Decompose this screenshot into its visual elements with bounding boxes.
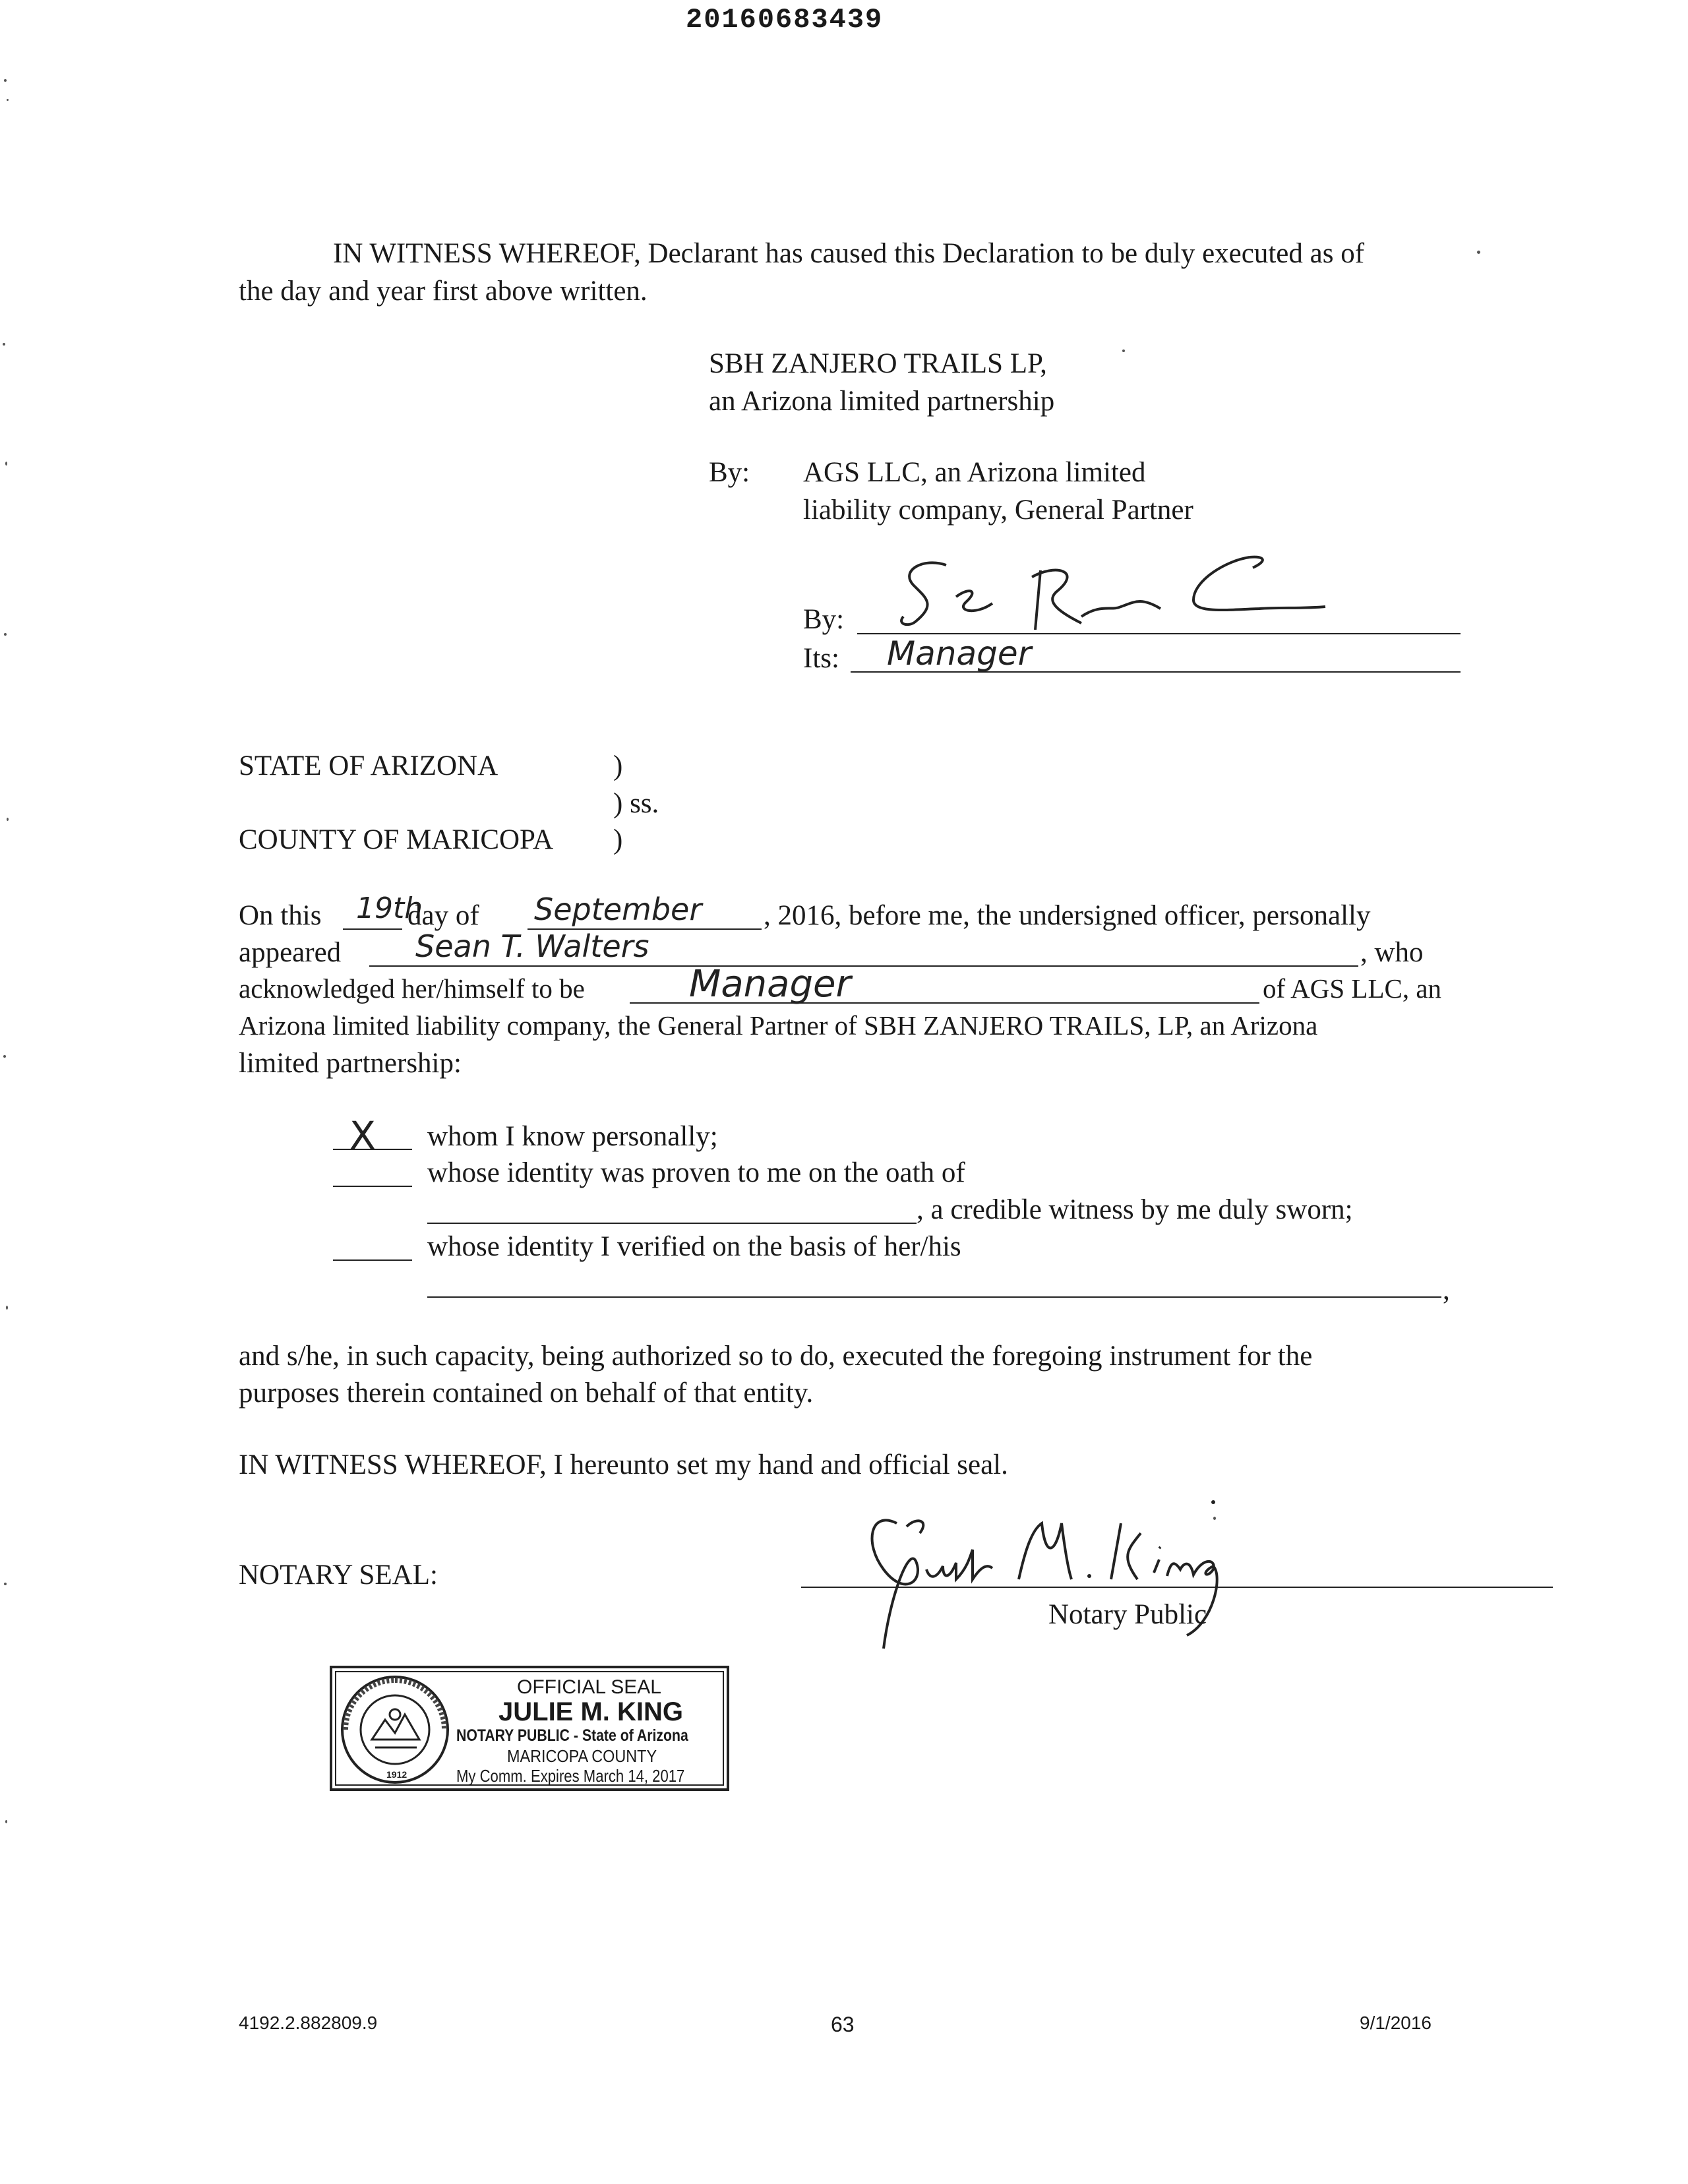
option2-text: whose identity was proven to me on the oath of — [427, 1157, 965, 1188]
venue-county: COUNTY OF MARICOPA — [239, 824, 554, 855]
arizona-state-seal-icon — [339, 1674, 451, 1786]
option1-text: whom I know personally; — [427, 1121, 718, 1152]
ack-person-value: Sean T. Walters — [415, 928, 649, 964]
ack-day-value: 19th — [356, 892, 423, 925]
ack-line5: limited partnership: — [239, 1048, 462, 1079]
evidence-line — [427, 1296, 1441, 1298]
ack-month-value: September — [534, 892, 702, 927]
general-partner-line1: AGS LLC, an Arizona limited — [803, 457, 1146, 488]
its-value: Manager — [887, 634, 1032, 673]
ack-acknowledged: acknowledged her/himself to be — [239, 973, 585, 1004]
closing-line1: and s/he, in such capacity, being authorized so to do, executed the foregoing instrument for the — [239, 1341, 1313, 1372]
ack-who: , who — [1360, 937, 1424, 968]
ack-on-this: On this — [239, 900, 322, 931]
option3-blank — [333, 1259, 412, 1261]
person-line — [369, 965, 1358, 967]
option3-comma: , — [1443, 1275, 1450, 1306]
stamp-line3: NOTARY PUBLIC - State of Arizona — [456, 1726, 688, 1745]
ack-day-of: day of — [407, 900, 479, 931]
footer-doc-id: 4192.2.882809.9 — [239, 2013, 378, 2033]
official-seal-stamp — [330, 1666, 729, 1791]
stamp-line5: My Comm. Expires March 14, 2017 — [456, 1766, 685, 1786]
day-line — [343, 928, 402, 930]
witness-clause-line1: IN WITNESS WHEREOF, Declarant has caused this Declaration to be duly executed as of — [333, 238, 1365, 269]
closing-witness: IN WITNESS WHEREOF, I hereunto set my hand and official seal. — [239, 1449, 1008, 1480]
notary-seal-label: NOTARY SEAL: — [239, 1560, 438, 1591]
option2b-text: , a credible witness by me duly sworn; — [917, 1194, 1353, 1225]
its-label: Its: — [803, 643, 839, 674]
ack-of-ags: of AGS LLC, an — [1263, 973, 1442, 1004]
document-number: 20160683439 — [686, 4, 884, 36]
stamp-line2: JULIE M. KING — [498, 1697, 684, 1726]
venue-paren3: ) — [613, 824, 623, 855]
manager-signature — [884, 551, 1332, 636]
notary-signature — [844, 1497, 1292, 1662]
venue-paren1: ) — [613, 750, 623, 781]
closing-line2: purposes therein contained on behalf of that entity. — [239, 1378, 814, 1409]
footer-page-number: 63 — [831, 2013, 855, 2036]
venue-state: STATE OF ARIZONA — [239, 750, 498, 781]
svg-text:1912: 1912 — [386, 1769, 407, 1780]
stamp-line1: OFFICIAL SEAL — [517, 1676, 661, 1698]
ack-line4: Arizona limited liability company, the General Partner of SBH ZANJERO TRAILS, LP, an Arizona — [239, 1010, 1318, 1041]
option2-blank — [333, 1186, 412, 1187]
witness-name-line — [427, 1223, 917, 1224]
notary-public-title: Notary Public — [1048, 1599, 1207, 1630]
footer-date: 9/1/2016 — [1360, 2013, 1432, 2033]
general-partner-line2: liability company, General Partner — [803, 495, 1193, 526]
ack-appeared: appeared — [239, 937, 342, 968]
ack-title-value: Manager — [689, 963, 851, 1006]
ack-rest-line1: , 2016, before me, the undersigned officer, personally — [764, 900, 1371, 931]
witness-clause-line2: the day and year first above written. — [239, 276, 648, 307]
entity-name: SBH ZANJERO TRAILS LP, — [709, 348, 1047, 379]
by2-label: By: — [803, 604, 845, 635]
entity-type: an Arizona limited partnership — [709, 386, 1055, 417]
venue-ss: ) ss. — [613, 788, 659, 819]
by-label: By: — [709, 457, 750, 488]
option3-text: whose identity I verified on the basis of her/his — [427, 1231, 961, 1262]
option1-mark: X — [349, 1113, 376, 1158]
stamp-line4: MARICOPA COUNTY — [507, 1746, 657, 1766]
